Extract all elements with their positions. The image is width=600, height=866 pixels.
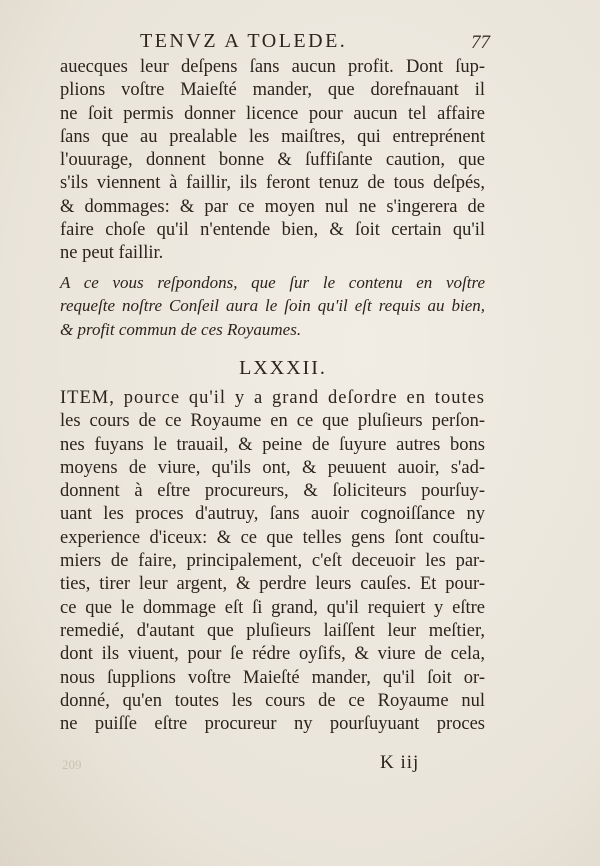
paragraph-item bbox=[60, 387, 485, 736]
text-line: remedié, d'autant que pluſieurs laiſſent leur meſtier, bbox=[60, 620, 485, 641]
text-line: ce que le dommage eſt ſi grand, qu'il requiert y eſtre bbox=[60, 597, 485, 618]
text-line: miers de faire, principalement, c'eſt deceuoir les par- bbox=[60, 551, 485, 572]
text-line: les cours de ce Royaume en ce que pluſieurs perſon- bbox=[60, 411, 485, 432]
bleed-through-number: 209 bbox=[62, 757, 82, 772]
text-line: moyens de viure, qu'ils ont, & peuuent auoir, s'ad- bbox=[60, 457, 485, 478]
paragraph-request bbox=[60, 56, 485, 266]
text-line: l'ouurage, donnent bonne & ſuffiſante caution, que bbox=[60, 150, 485, 171]
text-line: ties, tirer leur argent, & perdre leurs cauſes. Et pour- bbox=[60, 574, 485, 595]
signature-mark: K iij bbox=[380, 752, 420, 773]
page-header bbox=[140, 30, 490, 56]
section-number: LXXXII. bbox=[239, 357, 327, 379]
text-line: dont ils viuent, pour ſe rédre oyſifs, & viure de cela, bbox=[60, 644, 485, 665]
text-line: requeſte noſtre Conſeil aura le ſoin qu'il eſt requis au bien, bbox=[60, 296, 485, 316]
text-line: ne peut faillir. bbox=[60, 243, 164, 264]
text-line: experience d'iceux: & ce que telles gens ſont couſtu- bbox=[60, 527, 485, 548]
text-line: donné, qu'en toutes les cours de ce Royaume nul bbox=[60, 690, 485, 711]
running-title: TENVZ A TOLEDE. bbox=[140, 30, 348, 52]
page-number: 77 bbox=[471, 32, 490, 53]
text-line: nes fuyans le trauail, & peine de ſuyure autres bons bbox=[60, 434, 485, 455]
text-line: nous ſupplions voſtre Maieſté mander, qu'il ſoit or- bbox=[60, 667, 485, 688]
text-line: plions voſtre Maieſté mander, que dorefnauant il bbox=[60, 80, 485, 101]
text-line: auecques leur deſpens ſans aucun profit. Dont ſup- bbox=[60, 57, 485, 77]
text-line: ITEM, pource qu'il y a grand deſordre en toutes bbox=[60, 388, 485, 408]
text-line: ne puiſſe eſtre procureur ny pourſuyuant proces bbox=[60, 714, 485, 735]
text-line: ſans que au prealable les maiſtres, qui entreprénent bbox=[60, 126, 485, 147]
text-line: & profit commun de ces Royaumes. bbox=[60, 319, 302, 339]
text-line: A ce vous reſpondons, que ſur le contenu en voſtre bbox=[60, 273, 485, 292]
text-line: uant les proces d'autruy, ſans auoir cognoiſſance ny bbox=[60, 504, 485, 525]
text-line: s'ils viennent à faillir, ils feront tenuz de tous deſpés, bbox=[60, 173, 485, 194]
text-line: ne ſoit permis donner licence pour aucun tel affaire bbox=[60, 103, 485, 124]
text-line: faire choſe qu'il n'entende bien, & ſoit certain qu'il bbox=[60, 220, 485, 241]
text-line: & dommages: & par ce moyen nul ne s'ingerera de bbox=[60, 196, 485, 217]
paragraph-response bbox=[60, 271, 485, 341]
text-line: donnent à eſtre procureurs, & ſoliciteurs pourſuy- bbox=[60, 481, 485, 502]
